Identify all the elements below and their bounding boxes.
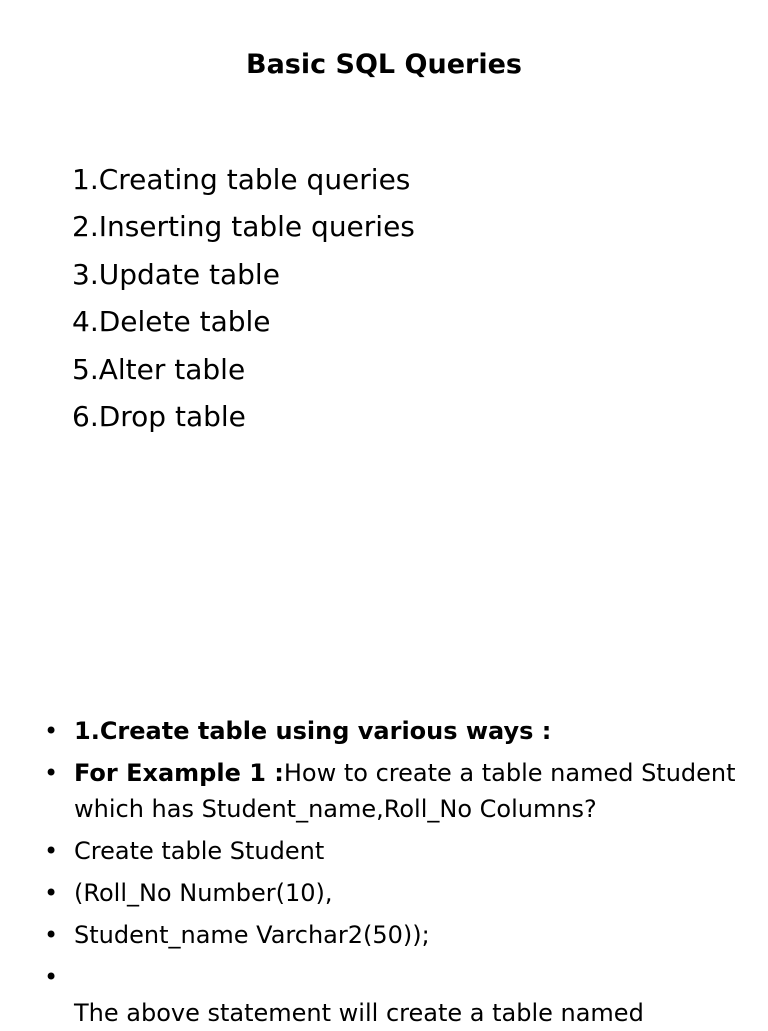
section-bullet-list <box>0 713 740 1001</box>
continuation-text: The above statement will create a table named <box>74 999 644 1027</box>
section-heading: 1.Create table using various ways : <box>74 717 552 745</box>
bullet-code-line: • (Roll_No Number(10), <box>0 875 740 911</box>
toc-item: 3.Update table <box>72 257 280 291</box>
bullet-empty <box>0 959 740 995</box>
toc-item: 2.Inserting table queries <box>72 210 415 244</box>
toc-item: 1.Creating table queries <box>72 163 411 196</box>
bullet-section-heading <box>0 713 740 749</box>
table-of-contents <box>72 160 415 444</box>
toc-item: 4.Delete table <box>72 305 271 339</box>
bullet-code-line: • Student_name Varchar2(50)); <box>0 917 740 953</box>
bullet-code-line: • Create table Student <box>0 833 740 869</box>
bullet-example <box>0 755 740 827</box>
example-label: For Example 1 : <box>74 759 284 787</box>
toc-item: 6.Drop table <box>72 399 246 433</box>
page-title: Basic SQL Queries <box>246 49 522 80</box>
toc-item: 5.Alter table <box>72 352 246 386</box>
example-text: How to create a table named Student which has Student_name,Roll_No Columns? <box>74 759 736 823</box>
